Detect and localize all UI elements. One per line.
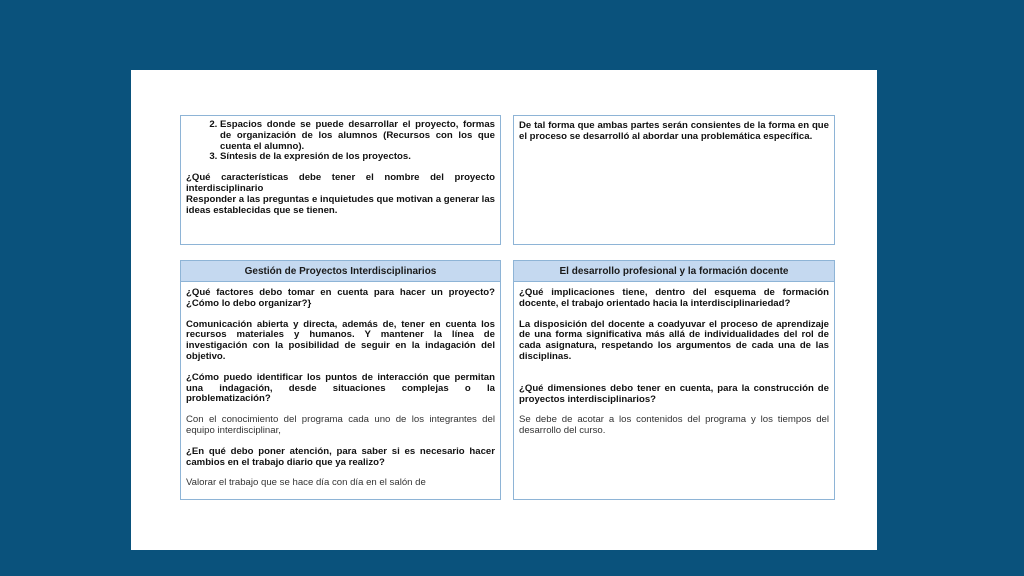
bottom-left-body [181,282,500,493]
bottom-right-body [514,282,834,441]
question-text: ¿Cómo puedo identificar los puntos de interacción que permitan una indagación, desde situaciones complejas o la problematización? [186,371,495,405]
question-text: ¿Qué características debe tener el nombre del proyecto interdisciplinario [186,172,495,194]
answer-text: Responder a las preguntas e inquietudes que motivan a generar las ideas establecidas que se tienen. [186,193,495,216]
slide [131,70,877,550]
list-item: 2. Espacios donde se puede desarrollar el proyecto, formas de organización de los alumnos (Recursos con los que cuenta el alumno). [220,120,495,152]
question-text: ¿Qué dimensiones debo tener en cuenta, para la construcción de proyectos interdisciplinarios? [519,382,829,405]
bottom-right-panel [513,260,835,500]
top-right-body [514,116,834,147]
panel-header: El desarrollo profesional y la formación docente [514,261,834,282]
answer-text: Comunicación abierta y directa, además de, tener en cuenta los recursos materiales y humanos. Y mantener la línea de investigación con la posibilidad de seguir en la indagación del objetivo. [186,318,495,362]
list-item: 3. Síntesis de la expresión de los proyectos. [220,152,495,163]
answer-text: La disposición del docente a coadyuvar el proceso de aprendizaje de una forma significativa más allá de individualidades del rol de cada asignatura, respetando los argumentos de cada una de las disciplinas. [519,318,829,362]
paragraph-text: De tal forma que ambas partes serán consientes de la forma en que el proceso se desarrolló al abordar una problemática específica. [519,120,829,142]
criteria-list [186,120,495,163]
top-right-panel [513,115,835,245]
answer-text: Valorar el trabajo que se hace día con día en el salón de [186,477,426,489]
answer-text: Se debe de acotar a los contenidos del programa y los tiempos del desarrollo del curso. [519,414,829,437]
answer-text: Con el conocimiento del programa cada uno de los integrantes del equipo interdisciplinar, [186,414,495,436]
question-text: ¿Qué factores debo tomar en cuenta para hacer un proyecto? ¿Cómo lo debo organizar?} [186,287,495,309]
bottom-left-panel [180,260,501,500]
top-left-panel [180,115,501,245]
panel-header: Gestión de Proyectos Interdisciplinarios [181,261,500,282]
top-left-body [181,116,500,220]
question-text: ¿Qué implicaciones tiene, dentro del esquema de formación docente, el trabajo orientado hacia la interdisciplinariedad? [519,287,829,309]
question-text: ¿En qué debo poner atención, para saber si es necesario hacer cambios en el trabajo diario que ya realizo? [186,445,495,468]
